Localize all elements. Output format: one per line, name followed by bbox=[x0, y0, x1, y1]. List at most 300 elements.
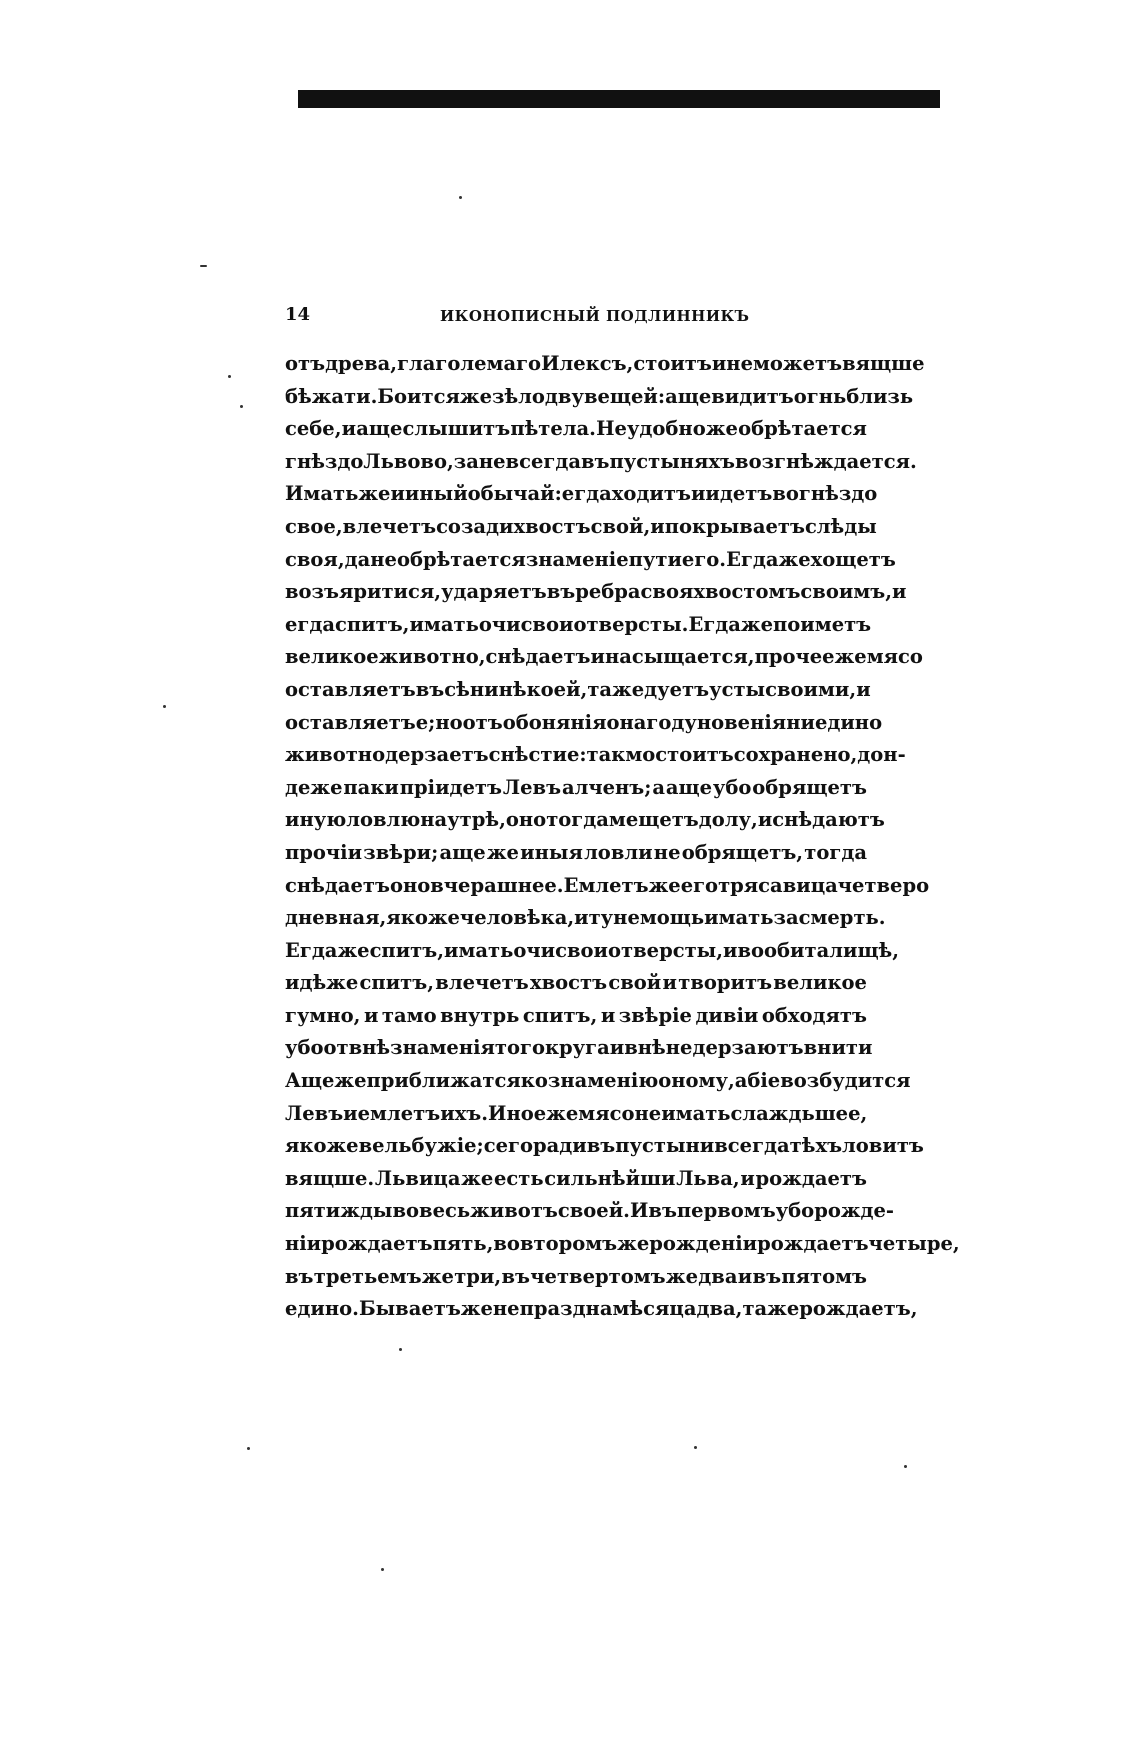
word: смерть. bbox=[798, 906, 886, 930]
word: же bbox=[461, 1166, 494, 1190]
word: и bbox=[723, 938, 738, 962]
word: пріидетъ bbox=[399, 775, 502, 799]
text-line bbox=[285, 674, 871, 707]
word: оставляетъ bbox=[285, 677, 416, 701]
word: рождаетъ bbox=[757, 1232, 869, 1256]
word: дерзаетъ bbox=[385, 743, 489, 767]
word: ходитъ bbox=[611, 482, 691, 506]
word: Иное bbox=[488, 1101, 547, 1125]
word: тогда bbox=[546, 808, 609, 832]
word: имать bbox=[444, 938, 514, 962]
text-line bbox=[285, 1228, 960, 1261]
word: мясо bbox=[866, 645, 923, 669]
word: его. bbox=[681, 547, 727, 571]
word: въ bbox=[586, 1134, 616, 1158]
word: дон- bbox=[857, 743, 906, 767]
word: Боится bbox=[377, 384, 460, 408]
word: нѣкоей, bbox=[498, 677, 588, 701]
text-line bbox=[285, 1163, 867, 1196]
text-line bbox=[285, 348, 925, 381]
word: Львица bbox=[374, 1166, 461, 1190]
word: аще bbox=[356, 417, 403, 441]
word: и bbox=[740, 1166, 755, 1190]
word: въ bbox=[648, 1199, 677, 1223]
word: ко bbox=[520, 1069, 548, 1093]
word: идѣже bbox=[285, 971, 359, 995]
text-line bbox=[285, 739, 906, 772]
word: не bbox=[665, 1036, 693, 1060]
word: четвертомъ bbox=[530, 1264, 666, 1288]
word: слаждьшее, bbox=[730, 1101, 868, 1125]
word: и bbox=[609, 1036, 625, 1060]
word: пустыни bbox=[615, 1134, 715, 1158]
word: мещетъ bbox=[608, 808, 699, 832]
word: немощь bbox=[613, 906, 705, 930]
word: Львово, bbox=[363, 449, 454, 473]
scan-speck bbox=[247, 1447, 250, 1450]
word: свои bbox=[555, 938, 609, 962]
text-line bbox=[285, 478, 878, 511]
word: рождаетъ bbox=[321, 1232, 433, 1256]
word: въ bbox=[546, 580, 576, 604]
word: вещей: bbox=[583, 384, 666, 408]
scan-speck bbox=[381, 1568, 384, 1571]
body-text bbox=[285, 348, 960, 1326]
text-line bbox=[285, 1261, 867, 1294]
word: ни bbox=[786, 710, 815, 734]
word: снѣдаетъ bbox=[285, 873, 390, 897]
word: сего bbox=[483, 1134, 533, 1158]
word: паки bbox=[343, 775, 399, 799]
word: отвнѣ bbox=[323, 1036, 391, 1060]
word: едино. bbox=[285, 1297, 359, 1321]
text-line bbox=[285, 967, 867, 1000]
word: оному, bbox=[658, 1069, 735, 1093]
word: въ bbox=[752, 1264, 782, 1288]
word: животъ bbox=[470, 1199, 558, 1223]
word: созади bbox=[436, 514, 514, 538]
word: Бываетъ bbox=[358, 1297, 461, 1321]
word: во bbox=[772, 482, 799, 506]
word: на bbox=[420, 808, 448, 832]
word: и bbox=[856, 677, 871, 701]
word: животно bbox=[285, 743, 386, 767]
word: убо bbox=[285, 1036, 324, 1060]
word: Левъ bbox=[502, 775, 562, 799]
word: насыщается, bbox=[604, 645, 755, 669]
word: его bbox=[680, 873, 719, 897]
word: пѣтела. bbox=[510, 417, 596, 441]
word: и bbox=[737, 1264, 753, 1288]
word: е; bbox=[415, 710, 436, 734]
word: деже bbox=[285, 775, 343, 799]
word: дву bbox=[544, 384, 584, 408]
word: внутрь bbox=[440, 1003, 520, 1027]
word: два, bbox=[696, 1297, 743, 1321]
word: очи bbox=[478, 612, 521, 636]
word: свой bbox=[608, 971, 662, 995]
word: же bbox=[358, 482, 391, 506]
word: приближатся bbox=[366, 1069, 521, 1093]
scan-speck bbox=[163, 705, 166, 708]
scan-speck bbox=[904, 1465, 907, 1468]
scan-speck bbox=[200, 265, 207, 267]
word: первомъ bbox=[676, 1199, 776, 1223]
word: всегда bbox=[505, 449, 581, 473]
word: и bbox=[574, 906, 589, 930]
word: же bbox=[460, 1297, 493, 1321]
word: и bbox=[757, 808, 773, 832]
word: имать bbox=[704, 906, 774, 930]
page-number: 14 bbox=[285, 304, 311, 325]
word: рожде- bbox=[814, 1199, 895, 1223]
word: того bbox=[494, 1036, 545, 1060]
word: великое bbox=[773, 971, 867, 995]
word: четыре, bbox=[868, 1232, 960, 1256]
text-line bbox=[285, 1000, 867, 1033]
scan-speck bbox=[228, 375, 231, 378]
word: Илексъ, bbox=[541, 352, 634, 375]
word: второмъ bbox=[519, 1232, 618, 1256]
word: древа, bbox=[325, 352, 398, 375]
text-line bbox=[285, 1065, 911, 1098]
word: ударяетъ bbox=[441, 580, 547, 604]
text-line bbox=[285, 1098, 867, 1131]
word: пять, bbox=[432, 1232, 494, 1256]
word: оставляетъ bbox=[285, 710, 416, 734]
word: влечетъ bbox=[342, 514, 437, 538]
running-head: ИКОНОПИСНЫЙ ПОДЛИННИКЪ bbox=[440, 307, 750, 325]
word: прочіи bbox=[285, 840, 363, 864]
word: же bbox=[546, 1101, 579, 1125]
word: видитъ bbox=[711, 384, 794, 408]
word: въ bbox=[501, 1264, 530, 1288]
word: внити bbox=[803, 1036, 873, 1060]
word: аще bbox=[665, 384, 712, 408]
word: не bbox=[492, 1297, 520, 1321]
word: и bbox=[650, 514, 665, 538]
word: дуновенія bbox=[671, 710, 787, 734]
word: едино bbox=[814, 710, 883, 734]
text-line bbox=[285, 576, 907, 609]
word: сѣни bbox=[444, 677, 499, 701]
word: ловли bbox=[584, 840, 653, 864]
word: животно, bbox=[378, 645, 486, 669]
word: обрящетъ, bbox=[681, 840, 804, 864]
word: такмо bbox=[586, 743, 656, 767]
word: усты bbox=[709, 677, 766, 701]
top-rule bbox=[298, 90, 940, 108]
word: два bbox=[698, 1264, 738, 1288]
word: своя, bbox=[285, 547, 345, 571]
word: и bbox=[892, 580, 907, 604]
word: мясо bbox=[578, 1101, 635, 1125]
word: тамо bbox=[381, 1003, 437, 1027]
text-line bbox=[285, 511, 877, 544]
word: своей. bbox=[557, 1199, 630, 1223]
word: дуетъ bbox=[644, 677, 710, 701]
word: Льва, bbox=[676, 1166, 740, 1190]
word: въ bbox=[285, 1264, 314, 1288]
word: пустыняхъ bbox=[609, 449, 736, 473]
word: прочее bbox=[754, 645, 835, 669]
word: иный bbox=[404, 482, 468, 506]
word: утрѣ, bbox=[447, 808, 506, 832]
word: якоже bbox=[285, 1134, 359, 1158]
word: бѣжати. bbox=[285, 384, 378, 408]
word: ради bbox=[532, 1134, 587, 1158]
word: покрываетъ bbox=[664, 514, 805, 538]
word: обиталищѣ, bbox=[764, 938, 900, 962]
word: своимъ, bbox=[800, 580, 892, 604]
word: рождаетъ, bbox=[799, 1297, 918, 1321]
word: спитъ, bbox=[335, 612, 410, 636]
word: же bbox=[778, 547, 811, 571]
word: огнь bbox=[793, 384, 847, 408]
word: ту bbox=[588, 906, 614, 930]
text-line bbox=[285, 1293, 918, 1326]
word: ребра bbox=[575, 580, 641, 604]
word: близь bbox=[846, 384, 914, 408]
word: вящше bbox=[842, 352, 925, 375]
text-line bbox=[285, 837, 867, 870]
word: всегда bbox=[714, 1134, 790, 1158]
word: хвостъ bbox=[513, 514, 591, 538]
word: и bbox=[711, 352, 727, 375]
word: не bbox=[370, 547, 397, 571]
word: отъ bbox=[462, 710, 503, 734]
word: своя bbox=[640, 580, 694, 604]
word: оно bbox=[389, 873, 431, 897]
word: якоже bbox=[386, 906, 460, 930]
word: убо bbox=[712, 775, 752, 799]
word: за bbox=[773, 906, 799, 930]
word: слышитъ bbox=[402, 417, 511, 441]
word: идетъ bbox=[705, 482, 773, 506]
word: гнѣздо bbox=[285, 449, 364, 473]
word: третьемъ bbox=[313, 1264, 422, 1288]
word: и bbox=[690, 482, 706, 506]
word: пятомъ bbox=[781, 1264, 867, 1288]
word: же bbox=[665, 1264, 699, 1288]
text-line bbox=[285, 1195, 895, 1228]
word: дневная, bbox=[285, 906, 387, 930]
word: во bbox=[493, 1232, 520, 1256]
word: Имать bbox=[285, 482, 359, 506]
word: иную bbox=[285, 808, 347, 832]
word: знаменіе bbox=[525, 547, 629, 571]
scan-speck bbox=[240, 405, 243, 408]
word: снѣсти bbox=[488, 743, 567, 767]
word: въ bbox=[580, 449, 610, 473]
scan-speck bbox=[399, 1348, 402, 1351]
word: рождаетъ bbox=[755, 1166, 867, 1190]
word: алченъ; bbox=[561, 775, 652, 799]
word: рожденіи bbox=[649, 1232, 758, 1256]
text-line bbox=[285, 641, 923, 674]
word: же bbox=[337, 938, 370, 962]
word: и bbox=[390, 482, 405, 506]
word: весь bbox=[419, 1199, 471, 1223]
word: же bbox=[834, 645, 867, 669]
word: стоитъ bbox=[655, 743, 734, 767]
word: хощетъ bbox=[810, 547, 896, 571]
word: тѣхъ bbox=[789, 1134, 843, 1158]
word: обходятъ bbox=[761, 1003, 867, 1027]
word: возбудится bbox=[780, 1069, 911, 1093]
text-line bbox=[285, 772, 867, 805]
word: снѣдаетъ bbox=[485, 645, 591, 669]
word: возгнѣждается. bbox=[735, 449, 917, 473]
word: имать bbox=[661, 1101, 731, 1125]
word: свои bbox=[520, 612, 574, 636]
text-line bbox=[285, 870, 930, 903]
word: И bbox=[629, 1199, 649, 1223]
word: е: bbox=[566, 743, 587, 767]
word: влечетъ bbox=[435, 971, 529, 995]
text-line bbox=[285, 1032, 873, 1065]
word: сохранено, bbox=[733, 743, 858, 767]
word: слѣды bbox=[804, 514, 877, 538]
word: обрѣтается bbox=[738, 417, 867, 441]
word: есть bbox=[493, 1166, 544, 1190]
text-line bbox=[285, 446, 917, 479]
scan-speck bbox=[694, 1446, 697, 1449]
word: и bbox=[600, 1003, 616, 1027]
word: аще bbox=[665, 775, 713, 799]
word: абіе bbox=[734, 1069, 781, 1093]
word: же bbox=[617, 1232, 650, 1256]
word: оно bbox=[505, 808, 547, 832]
word: великое bbox=[285, 645, 379, 669]
word: не bbox=[726, 352, 753, 375]
word: Неудобно bbox=[596, 417, 706, 441]
word: онаго bbox=[606, 710, 672, 734]
word: имать bbox=[409, 612, 479, 636]
word: вельбужіе; bbox=[358, 1134, 484, 1158]
word: же bbox=[421, 1264, 454, 1288]
word: праздна bbox=[519, 1297, 613, 1321]
word: внѣ bbox=[624, 1036, 666, 1060]
word: свой, bbox=[590, 514, 651, 538]
word: своими, bbox=[765, 677, 857, 701]
word: но bbox=[435, 710, 463, 734]
word: вчерашнее. bbox=[430, 873, 564, 897]
word: и bbox=[363, 1003, 379, 1027]
word: пятижды bbox=[285, 1199, 393, 1223]
word: человѣка, bbox=[459, 906, 575, 930]
word: очи bbox=[513, 938, 556, 962]
text-line bbox=[285, 1130, 924, 1163]
word: четверо bbox=[837, 873, 930, 897]
word: отверсты. bbox=[573, 612, 689, 636]
word: а bbox=[652, 775, 665, 799]
word: три, bbox=[454, 1264, 502, 1288]
scan-speck bbox=[459, 196, 462, 199]
text-line bbox=[285, 413, 867, 446]
word: и bbox=[343, 1101, 358, 1125]
word: стоитъ bbox=[633, 352, 712, 375]
word: же bbox=[648, 873, 681, 897]
word: егда bbox=[285, 612, 335, 636]
word: же bbox=[486, 840, 519, 864]
word: Егда bbox=[285, 938, 338, 962]
word: не bbox=[653, 840, 681, 864]
word: же bbox=[740, 612, 774, 636]
word: не bbox=[634, 1101, 662, 1125]
text-line bbox=[285, 902, 886, 935]
word: глаголемаго bbox=[397, 352, 542, 375]
word: зане bbox=[453, 449, 506, 473]
word: поиметъ bbox=[773, 612, 872, 636]
word: спитъ, bbox=[369, 938, 445, 962]
word: въ bbox=[415, 677, 445, 701]
word: Емлетъ bbox=[563, 873, 649, 897]
text-line bbox=[285, 804, 885, 837]
word: Левъ bbox=[285, 1101, 344, 1125]
word: гнѣздо bbox=[798, 482, 878, 506]
word: знаменію bbox=[547, 1069, 659, 1093]
word: пути bbox=[628, 547, 682, 571]
word: ловитъ bbox=[842, 1134, 924, 1158]
word: аще bbox=[439, 840, 486, 864]
text-line bbox=[285, 935, 900, 968]
word: таже bbox=[587, 677, 645, 701]
word: во bbox=[737, 938, 765, 962]
word: себе, bbox=[285, 417, 342, 441]
word: и bbox=[590, 645, 605, 669]
word: хвостомъ bbox=[693, 580, 801, 604]
word: вящше. bbox=[285, 1166, 375, 1190]
word: сильнѣйши bbox=[544, 1166, 676, 1190]
word: долу, bbox=[698, 808, 758, 832]
word: обрящетъ bbox=[752, 775, 867, 799]
word: можетъ bbox=[752, 352, 843, 375]
word: ніи bbox=[285, 1232, 322, 1256]
word: обрѣтается bbox=[396, 547, 526, 571]
word: же bbox=[705, 417, 738, 441]
word: и bbox=[341, 417, 357, 441]
word: возъяритися, bbox=[285, 580, 442, 604]
word: и bbox=[662, 971, 677, 995]
word: отъ bbox=[285, 352, 326, 375]
word: Егда bbox=[688, 612, 741, 636]
word: трясавица bbox=[718, 873, 838, 897]
word: егда bbox=[561, 482, 612, 506]
word: гумно, bbox=[285, 1003, 361, 1027]
word: снѣдаютъ bbox=[772, 808, 885, 832]
word: же bbox=[334, 1069, 367, 1093]
word: ловлю bbox=[346, 808, 421, 832]
word: звѣріе bbox=[618, 1003, 692, 1027]
word: зѣло bbox=[492, 384, 545, 408]
word: творитъ bbox=[678, 971, 773, 995]
word: во bbox=[392, 1199, 420, 1223]
word: емлетъ bbox=[357, 1101, 441, 1125]
text-line bbox=[285, 381, 914, 414]
word: убо bbox=[775, 1199, 815, 1223]
text-line bbox=[285, 609, 872, 642]
text-line bbox=[285, 544, 896, 577]
word: Аще bbox=[285, 1069, 335, 1093]
word: мѣсяца bbox=[612, 1297, 697, 1321]
word: знаменія bbox=[390, 1036, 495, 1060]
word: отверсты, bbox=[608, 938, 724, 962]
word: дерзаютъ bbox=[692, 1036, 804, 1060]
word: звѣри; bbox=[363, 840, 439, 864]
word: свое, bbox=[285, 514, 343, 538]
word: хвостъ bbox=[529, 971, 608, 995]
